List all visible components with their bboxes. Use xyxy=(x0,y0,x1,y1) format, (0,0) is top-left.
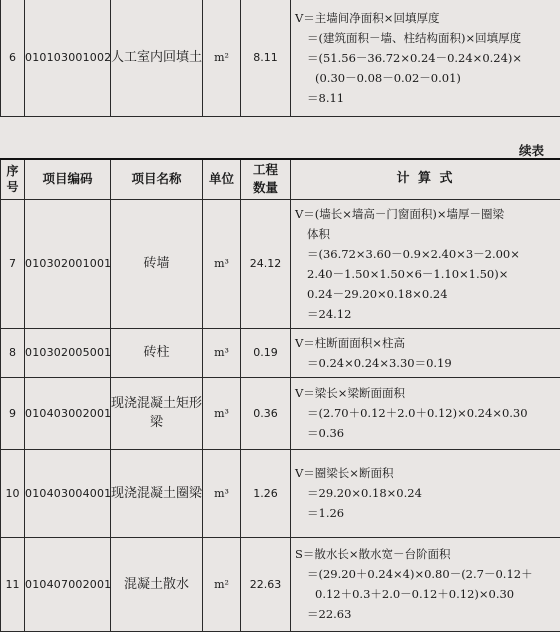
row-seq: 11 xyxy=(1,537,25,631)
row-seq: 10 xyxy=(1,449,25,537)
table-row xyxy=(1,449,560,537)
row-unit: m² xyxy=(203,537,241,631)
table-row xyxy=(1,537,560,631)
row-code: 010403002001 xyxy=(25,377,111,449)
row-name: 混凝土散水 xyxy=(111,537,203,631)
row-qty: 0.19 xyxy=(241,328,291,377)
calc-line: ＝(建筑面积－墙、柱结构面积)×回填厚度 xyxy=(295,28,560,48)
header-qty: 工程数量 xyxy=(241,159,291,199)
row-calc xyxy=(291,199,560,328)
row-name: 人工室内回填土 xyxy=(111,0,203,117)
continued-label: 续表 xyxy=(519,141,544,159)
row-qty: 8.11 xyxy=(241,0,291,117)
header-unit: 单位 xyxy=(203,159,241,199)
header-code: 项目编码 xyxy=(25,159,111,199)
header-calc: 计 算 式 xyxy=(291,159,560,199)
row-code: 010407002001 xyxy=(25,537,111,631)
calc-line: ＝24.12 xyxy=(295,304,560,324)
calc-line: V＝梁长×梁断面面积 xyxy=(295,383,560,403)
table-row xyxy=(1,0,560,117)
calc-line: ＝(29.20＋0.24×4)×0.80－(2.7－0.12＋ xyxy=(295,564,560,584)
row-unit: m² xyxy=(203,0,241,117)
table-top-fragment xyxy=(0,0,560,117)
row-unit: m³ xyxy=(203,377,241,449)
row-qty: 22.63 xyxy=(241,537,291,631)
table-header-row xyxy=(1,159,560,199)
row-name: 砖柱 xyxy=(111,328,203,377)
row-qty: 1.26 xyxy=(241,449,291,537)
calc-line: V＝圈梁长×断面积 xyxy=(295,463,560,483)
row-seq: 9 xyxy=(1,377,25,449)
row-code: 010403004001 xyxy=(25,449,111,537)
calc-line: 体积 xyxy=(295,224,560,244)
row-unit: m³ xyxy=(203,328,241,377)
row-calc xyxy=(291,328,560,377)
calc-line: ＝29.20×0.18×0.24 xyxy=(295,483,560,503)
calc-line: S＝散水长×散水宽－台阶面积 xyxy=(295,544,560,564)
calc-line: V＝主墙间净面积×回填厚度 xyxy=(295,8,560,28)
row-seq: 6 xyxy=(1,0,25,117)
calc-line: ＝22.63 xyxy=(295,604,560,624)
table-row xyxy=(1,199,560,328)
row-unit: m³ xyxy=(203,449,241,537)
calc-line: 2.40－1.50×1.50×6－1.10×1.50)× xyxy=(295,264,560,284)
row-unit: m³ xyxy=(203,199,241,328)
row-calc xyxy=(291,0,560,117)
row-qty: 0.36 xyxy=(241,377,291,449)
row-code: 010302001001 xyxy=(25,199,111,328)
calc-line: ＝0.36 xyxy=(295,423,560,443)
table-row xyxy=(1,377,560,449)
row-qty: 24.12 xyxy=(241,199,291,328)
row-name: 现浇混凝土矩形梁 xyxy=(111,377,203,449)
calc-line: ＝1.26 xyxy=(295,503,560,523)
header-name: 项目名称 xyxy=(111,159,203,199)
calc-line: V＝(墙长×墙高－门窗面积)×墙厚－圈梁 xyxy=(295,204,560,224)
calc-line: ＝0.24×0.24×3.30＝0.19 xyxy=(295,353,560,373)
calc-line: ＝(2.70＋0.12＋2.0＋0.12)×0.24×0.30 xyxy=(295,403,560,423)
table-continued xyxy=(0,158,560,632)
calc-line: ＝(36.72×3.60－0.9×2.40×3－2.00× xyxy=(295,244,560,264)
row-seq: 8 xyxy=(1,328,25,377)
row-name: 现浇混凝土圈梁 xyxy=(111,449,203,537)
calc-line: 0.24－29.20×0.18×0.24 xyxy=(295,284,560,304)
header-seq: 序号 xyxy=(1,159,25,199)
row-name: 砖墙 xyxy=(111,199,203,328)
table-row xyxy=(1,328,560,377)
calc-line: ＝(51.56－36.72×0.24－0.24×0.24)× xyxy=(295,48,560,68)
calc-line: V＝柱断面面积×柱高 xyxy=(295,333,560,353)
row-calc xyxy=(291,377,560,449)
row-calc xyxy=(291,537,560,631)
row-calc xyxy=(291,449,560,537)
calc-line: 0.12＋0.3＋2.0－0.12＋0.12)×0.30 xyxy=(295,584,560,604)
calc-line: (0.30－0.08－0.02－0.01) xyxy=(295,68,560,88)
calc-line: ＝8.11 xyxy=(295,88,560,108)
row-seq: 7 xyxy=(1,199,25,328)
row-code: 010302005001 xyxy=(25,328,111,377)
row-code: 010103001002 xyxy=(25,0,111,117)
